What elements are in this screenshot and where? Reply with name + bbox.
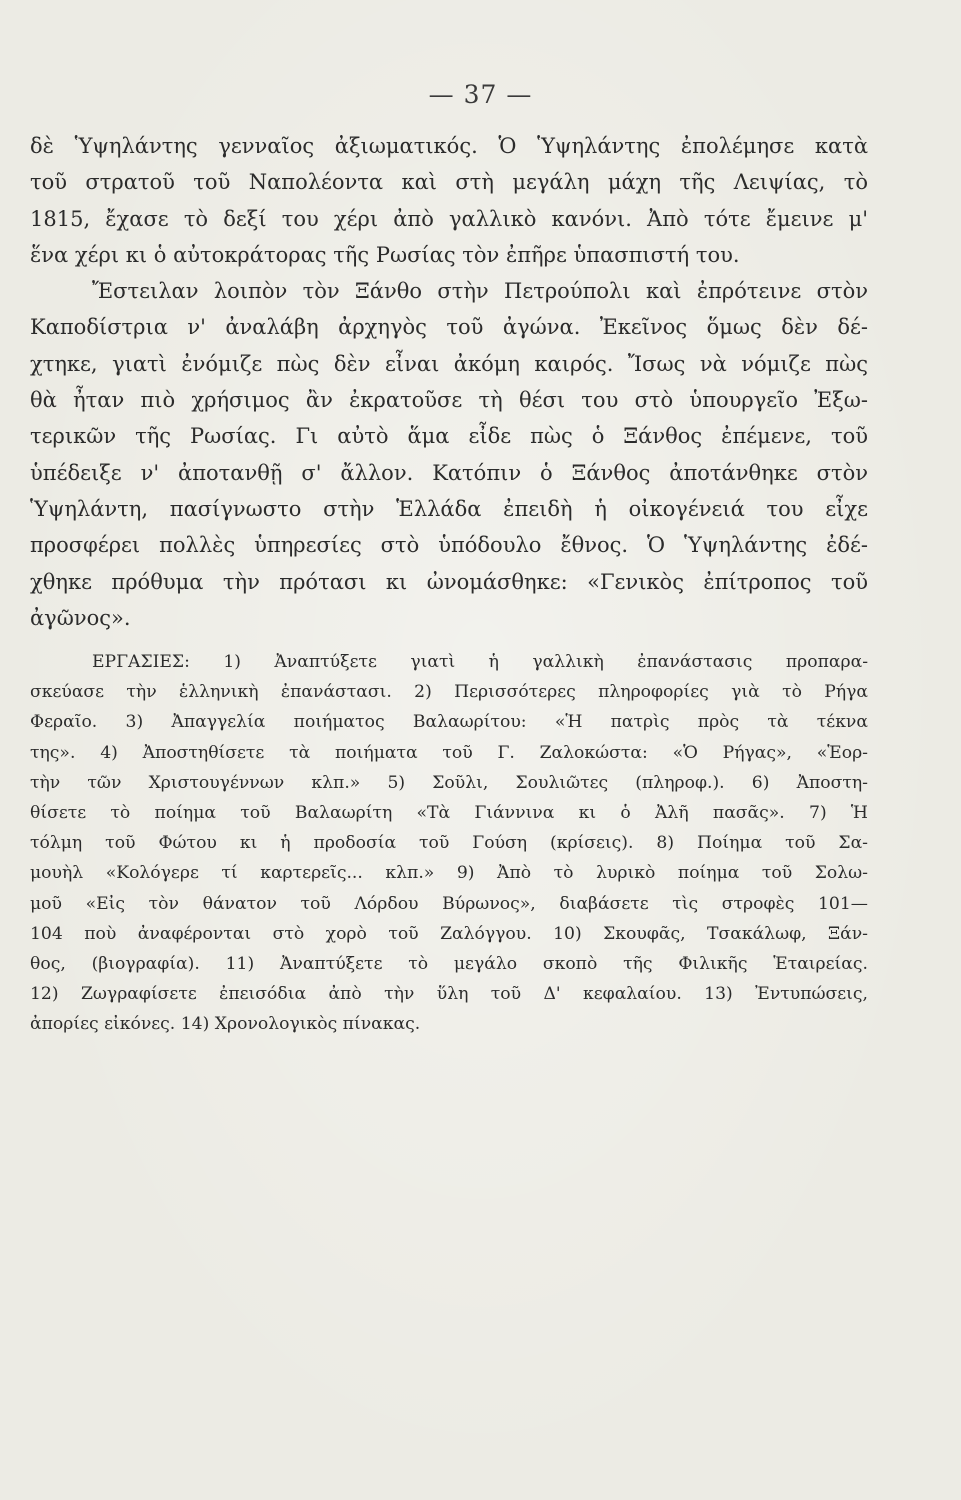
text-line: Ἔστειλαν λοιπὸν τὸν Ξάνθο στὴν Πετρούπολι καὶ ἐπρότεινε στὸν — [92, 279, 868, 304]
text-line: τερικῶν τῆς Ρωσίας. Γι αὐτὸ ἅμα εἶδε πὼς ὁ Ξάνθος ἐπέμενε, τοῦ — [30, 424, 868, 449]
exercise-line: Φεραῖο. 3) Ἀπαγγελία ποιήματος Βαλαωρίτου: «Ἡ πατρὶς πρὸς τὰ τέκνα — [30, 712, 868, 733]
exercise-line: 12) Ζωγραφίσετε ἐπεισόδια ἀπὸ τὴν ὕλη τοῦ Δ' κεφαλαίου. 13) Ἐντυπώσεις, — [30, 984, 868, 1005]
main-text — [30, 128, 868, 636]
exercise-line: θος, (βιογραφία). 11) Ἀναπτύξετε τὸ μεγάλο σκοπὸ τῆς Φιλικῆς Ἑταιρείας. — [30, 953, 868, 974]
text-line: χτηκε, γιατὶ ἐνόμιζε πὼς δὲν εἶναι ἀκόμη καιρός. Ἴσως νὰ νόμιζε πὼς — [30, 351, 868, 376]
text-line: Ὑψηλάντη, πασίγνωστο στὴν Ἑλλάδα ἐπειδὴ ἡ οἰκογένειά του εἶχε — [30, 496, 868, 521]
exercise-line: ΕΡΓΑΣΙΕΣ: 1) Ἀναπτύξετε γιατὶ ἡ γαλλικὴ ἐπανάστασις προπαρα- — [92, 652, 868, 672]
text-line: προσφέρει πολλὲς ὑπηρεσίες στὸ ὑπόδουλο ἔθνος. Ὁ Ὑψηλάντης ἐδέ- — [30, 533, 868, 558]
exercise-line: της». 4) Ἀποστηθίσετε τὰ ποιήματα τοῦ Γ. Ζαλοκώστα: «Ὁ Ρήγας», «Ἑορ- — [30, 742, 868, 763]
text-line: ὑπέδειξε ν' ἀποτανθῇ σ' ἄλλον. Κατόπιν ὁ Ξάνθος ἀποτάνθηκε στὸν — [30, 460, 868, 485]
exercise-line: μουὴλ «Κολόγερε τί καρτερεῖς... κλπ.» 9) Ἀπὸ τὸ λυρικὸ ποίημα τοῦ Σολω- — [30, 863, 868, 884]
text-line: δὲ Ὑψηλάντης γενναῖος ἀξιωματικός. Ὁ Ὑψηλάντης ἐπολέμησε κατὰ — [30, 134, 868, 158]
exercises-section — [30, 647, 868, 1039]
text-line: τοῦ στρατοῦ τοῦ Ναπολέοντα καὶ στὴ μεγάλη μάχη τῆς Λειψίας, τὸ — [30, 170, 868, 195]
exercise-line: 104 ποὺ ἀναφέρονται στὸ χορὸ τοῦ Ζαλόγγου. 10) Σκουφᾶς, Τσακάλωφ, Ξάν- — [30, 923, 868, 944]
page-number: — 37 — — [428, 80, 533, 109]
text-line: ἀγῶνος». — [30, 605, 131, 630]
exercise-line: μοῦ «Εἰς τὸν θάνατον τοῦ Λόρδου Βύρωνος», διαβάσετε τὶς στροφὲς 101— — [30, 893, 868, 914]
exercise-line: θίσετε τὸ ποίημα τοῦ Βαλαωρίτη «Τὰ Γιάννινα κι ὁ Ἀλῆ πασᾶς». 7) Ἡ — [30, 802, 868, 823]
exercise-line: τόλμη τοῦ Φώτου κι ἡ προδοσία τοῦ Γούση (κρίσεις). 8) Ποίημα τοῦ Σα- — [30, 833, 868, 854]
text-line: χθηκε πρόθυμα τὴν πρότασι κι ὠνομάσθηκε: «Γενικὸς ἐπίτροπος τοῦ — [30, 569, 868, 594]
text-line: θὰ ἦταν πιὸ χρήσιμος ἂν ἐκρατοῦσε τὴ θέσι του στὸ ὑπουργεῖο Ἐξω- — [30, 388, 868, 413]
text-line: 1815, ἔχασε τὸ δεξί του χέρι ἀπὸ γαλλικὸ κανόνι. Ἀπὸ τότε ἔμεινε μ' — [30, 206, 868, 231]
exercise-line: τὴν τῶν Χριστουγέννων κλπ.» 5) Σοῦλι, Σουλιῶτες (πληροφ.). 6) Ἀποστη- — [30, 772, 868, 793]
exercise-line: σκεύασε τὴν ἑλληνικὴ ἐπανάστασι. 2) Περισσότερες πληροφορίες γιὰ τὸ Ρήγα — [30, 682, 868, 703]
exercise-line: ἀπορίες εἰκόνες. 14) Χρονολογικὸς πίνακας. — [30, 1014, 421, 1035]
text-line: Καποδίστρια ν' ἀναλάβη ἀρχηγὸς τοῦ ἀγώνα. Ἐκεῖνος ὅμως δὲν δέ- — [30, 315, 868, 340]
text-line: ἕνα χέρι κι ὁ αὐτοκράτορας τῆς Ρωσίας τὸν ἐπῆρε ὑπασπιστή του. — [30, 242, 740, 267]
